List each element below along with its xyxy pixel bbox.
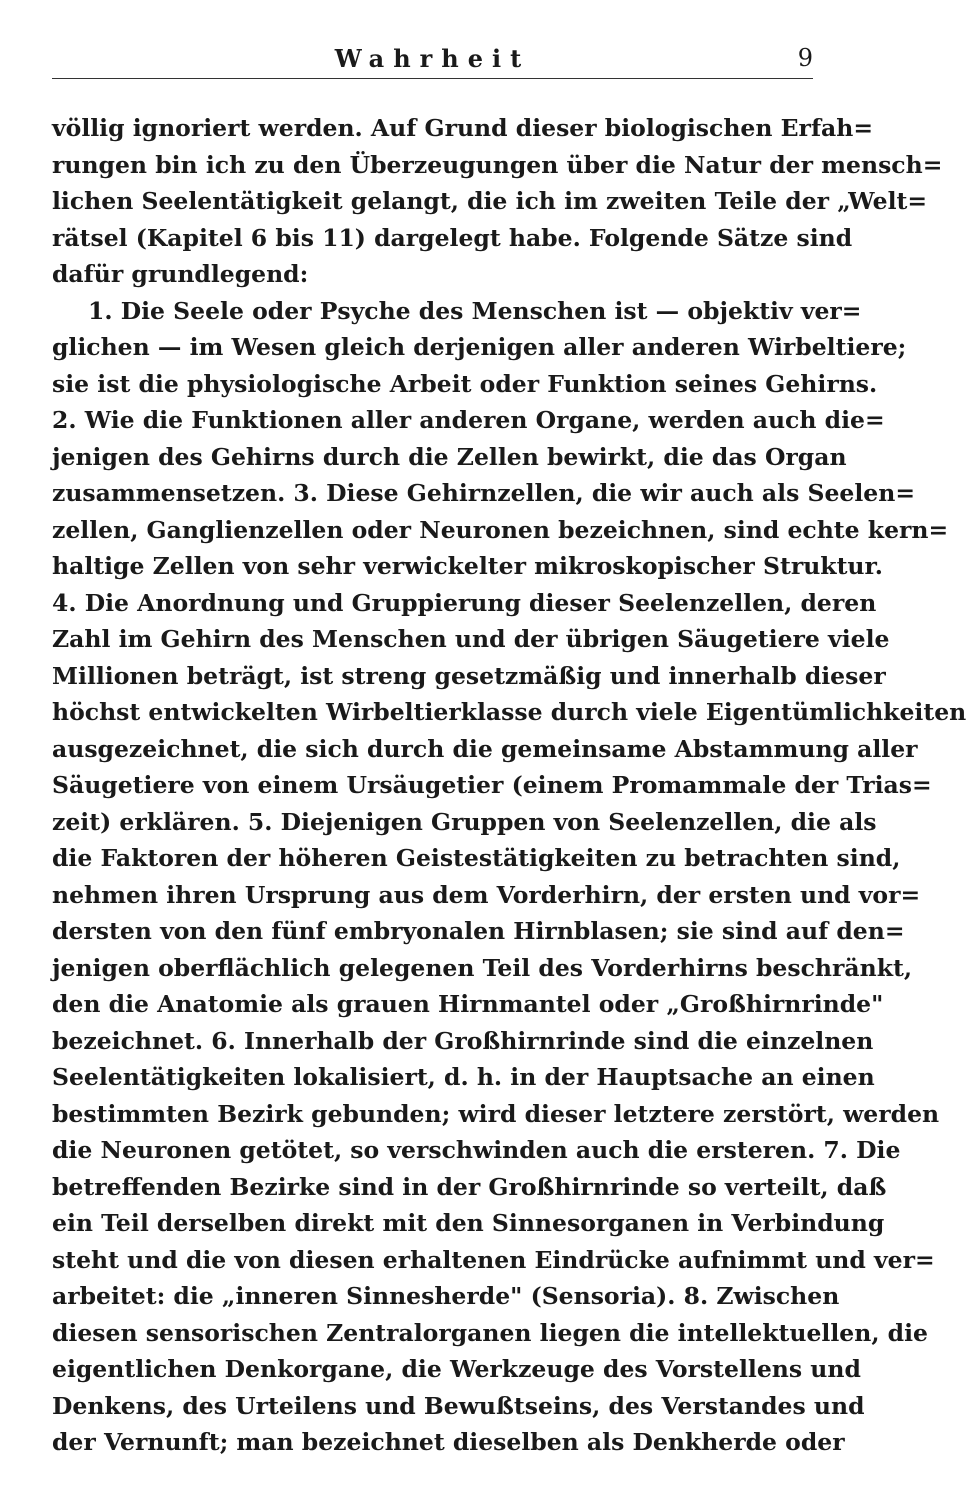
text-line: diesen sensorischen Zentralorganen liegen die intellektuellen, die [52,1318,928,1347]
text-line: dafür grundlegend: [52,260,309,288]
text-line: haltige Zellen von sehr verwickelter mikroskopischer Struktur. [52,552,883,580]
page-number: 9 [797,44,813,72]
text-line: rätsel (Kapitel 6 bis 11) dargelegt habe. Folgende Sätze sind [52,223,853,252]
text-line: 1. Die Seele oder Psyche des Menschen ist — objektiv ver= [88,296,862,325]
text-line: Millionen beträgt, ist streng gesetzmäßig und innerhalb dieser [52,661,886,690]
running-head [52,44,813,79]
text-line: bezeichnet. 6. Innerhalb der Großhirnrinde sind die einzelnen [52,1026,874,1055]
text-line: zellen, Ganglienzellen oder Neuronen bezeichnen, sind echte kern= [52,515,949,544]
text-line: der Vernunft; man bezeichnet dieselben als Denkherde oder [52,1428,845,1456]
text-line: jenigen des Gehirns durch die Zellen bewirkt, die das Organ [52,442,847,471]
text-line: glichen — im Wesen gleich derjenigen aller anderen Wirbeltiere; [52,333,907,361]
text-line: steht und die von diesen erhaltenen Eindrücke aufnimmt und ver= [52,1245,935,1274]
text-line: Zahl im Gehirn des Menschen und der übrigen Säugetiere viele [52,625,890,653]
text-line: die Faktoren der höheren Geistestätigkeiten zu betrachten sind, [52,844,901,872]
text-line: dersten von den fünf embryonalen Hirnblasen; sie sind auf den= [52,917,905,945]
text-line: lichen Seelentätigkeit gelangt, die ich im zweiten Teile der „Welt= [52,187,928,215]
text-line: Säugetiere von einem Ursäugetier (einem Promammale der Trias= [52,771,932,799]
text-line: jenigen oberflächlich gelegenen Teil des Vorderhirns beschränkt, [52,953,913,982]
text-line: rungen bin ich zu den Überzeugungen über die Natur der mensch= [52,150,943,179]
text-line: ausgezeichnet, die sich durch die gemeinsame Abstammung aller [52,734,918,763]
text-line: bestimmten Bezirk gebunden; wird dieser letztere zerstört, werden [52,1099,940,1128]
text-line: betreffenden Bezirke sind in der Großhirnrinde so verteilt, daß [52,1172,887,1201]
text-line: eigentlichen Denkorgane, die Werkzeuge des Vorstellens und [52,1355,861,1383]
text-line: sie ist die physiologische Arbeit oder Funktion seines Gehirns. [52,369,878,398]
text-line: die Neuronen getötet, so verschwinden auch die ersteren. 7. Die [52,1136,901,1164]
text-line: zusammensetzen. 3. Diese Gehirnzellen, die wir auch als Seelen= [52,479,916,507]
text-line: höchst entwickelten Wirbeltierklasse durch viele Eigentümlichkeiten [52,698,966,726]
text-line: 2. Wie die Funktionen aller anderen Organe, werden auch die= [52,406,885,434]
text-line: ein Teil derselben direkt mit den Sinnesorganen in Verbindung [52,1209,885,1237]
text-line: 4. Die Anordnung und Gruppierung dieser Seelenzellen, deren [52,588,877,617]
text-line: nehmen ihren Ursprung aus dem Vorderhirn, der ersten und vor= [52,880,921,909]
text-line: völlig ignoriert werden. Auf Grund dieser biologischen Erfah= [52,114,874,142]
text-line: arbeitet: die „inneren Sinnesherde" (Sensoria). 8. Zwischen [52,1282,840,1310]
body-text [52,110,966,1461]
text-line: Denkens, des Urteilens und Bewußtseins, des Verstandes und [52,1391,865,1420]
text-line: den die Anatomie als grauen Hirnmantel oder „Großhirnrinde" [52,990,884,1018]
text-line: Seelentätigkeiten lokalisiert, d. h. in der Hauptsache an einen [52,1063,875,1091]
text-line: zeit) erklären. 5. Diejenigen Gruppen von Seelenzellen, die als [52,807,877,836]
running-title: Wahrheit [334,44,531,73]
